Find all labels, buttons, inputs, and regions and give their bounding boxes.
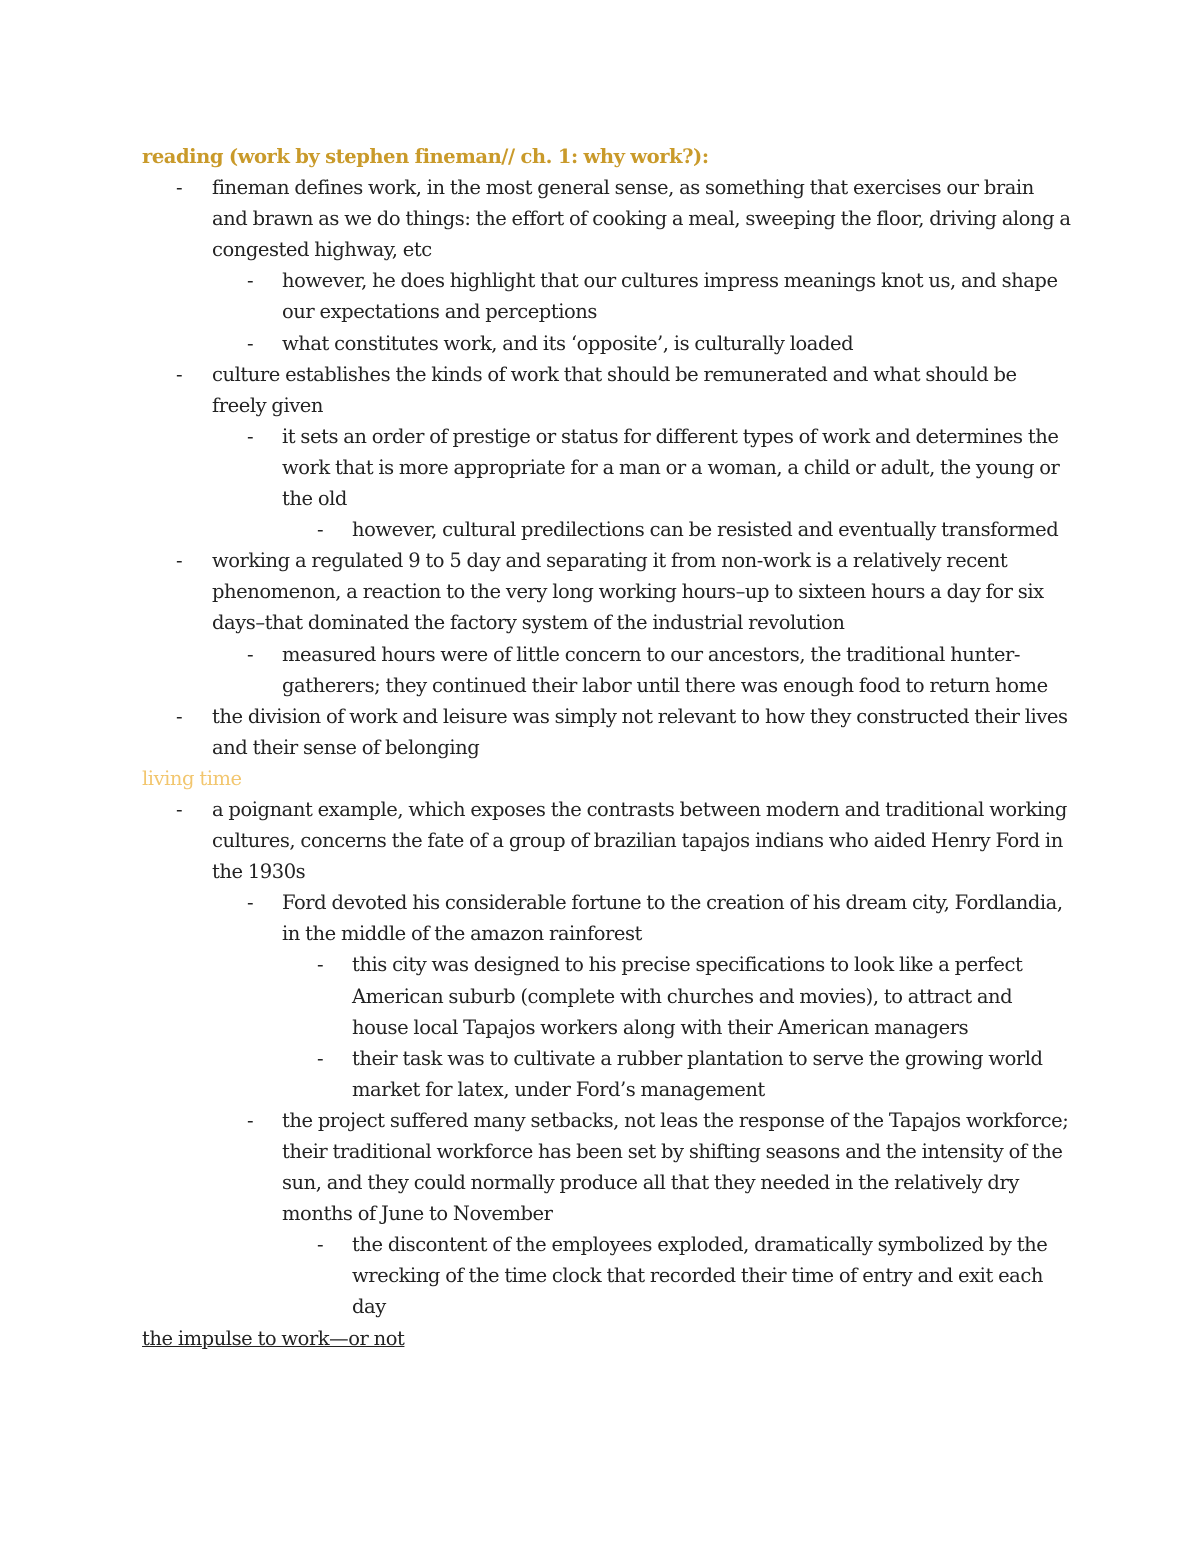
bullet-dash: - [176,362,183,386]
list-item-text: culture establishes the kinds of work that should be remunerated and what should be freely given [212,362,1017,417]
list-item-text: what constitutes work, and its ‘opposite’, is culturally loaded [282,331,854,355]
list-item-text: measured hours were of little concern to our ancestors, the traditional hunter-gatherers; they continued their labor until there was enough food to return home [282,642,1048,697]
bullet-dash: - [317,953,324,977]
impulse-to-work-heading: the impulse to work—or not [142,1326,405,1350]
list-item [142,639,1072,701]
bullet-dash: - [176,704,183,728]
bullet-dash: - [247,642,254,666]
list-item [142,514,1072,545]
section-why-work [142,172,1072,763]
bullet-dash: - [317,1046,324,1070]
list-item [142,545,1072,638]
list-item [142,1105,1072,1229]
list-item [142,359,1072,421]
list-item-text: a poignant example, which exposes the contrasts between modern and traditional working cultures, concerns the fate of a group of brazilian tapajos indians who aided Henry Ford in the 1930s [212,797,1067,884]
list-item-text: their task was to cultivate a rubber plantation to serve the growing world market for latex, under Ford’s management [352,1046,1043,1101]
list-item-text: the discontent of the employees exploded, dramatically symbolized by the wrecking of the time clock that recorded their time of entry and exit each day [352,1233,1048,1319]
list-item [142,949,1072,1042]
bullet-dash: - [176,176,183,200]
bullet-dash: - [317,518,324,542]
list-item [142,265,1072,327]
section-living-time [142,794,1072,1323]
list-item [142,172,1072,265]
list-item-text: it sets an order of prestige or status for different types of work and determines the work that is more appropriate for a man or a woman, a child or adult, the young or the old [282,424,1060,511]
list-item [142,887,1072,949]
list-item [142,701,1072,763]
list-item-text: working a regulated 9 to 5 day and separating it from non-work is a relatively recent phenomenon, a reaction to the very long working hours–up to sixteen hours a day for six days–that dominated the factory system of the industrial revolution [212,549,1044,635]
list-item [142,794,1072,887]
list-item-text: however, he does highlight that our cultures impress meanings knot us, and shape our expectations and perceptions [282,269,1058,324]
list-item-text: the project suffered many setbacks, not leas the response of the Tapajos workforce; their traditional workforce has been set by shifting seasons and the intensity of the sun, and they could normally produce all that they needed in the relatively dry months of June to November [282,1108,1069,1226]
bullet-dash: - [247,331,254,355]
list-item-text: the division of work and leisure was simply not relevant to how they constructed their lives and their sense of belonging [212,704,1068,759]
list-item [142,1229,1072,1322]
bullet-dash: - [247,269,254,293]
notes-content [142,141,1072,1354]
list-item-text: however, cultural predilections can be resisted and eventually transformed [352,518,1059,542]
list-item [142,328,1072,359]
bullet-dash: - [247,1108,254,1132]
bullet-dash: - [317,1233,324,1257]
living-time-heading: living time [142,766,242,790]
bullet-dash: - [247,424,254,448]
list-item-text: Ford devoted his considerable fortune to the creation of his dream city, Fordlandia, in the middle of the amazon rainforest [282,891,1063,946]
reading-heading: reading (work by stephen fineman// ch. 1: why work?): [142,145,709,168]
bullet-dash: - [176,797,183,821]
list-item-text: fineman defines work, in the most general sense, as something that exercises our brain and brawn as we do things: the effort of cooking a meal, sweeping the floor, driving along a congested highway, etc [212,176,1071,262]
bullet-dash: - [247,891,254,915]
list-item [142,421,1072,514]
bullet-dash: - [176,549,183,573]
list-item-text: this city was designed to his precise specifications to look like a perfect American suburb (complete with churches and movies), to attract and house local Tapajos workers along with their American managers [352,953,1023,1039]
list-item [142,1043,1072,1105]
